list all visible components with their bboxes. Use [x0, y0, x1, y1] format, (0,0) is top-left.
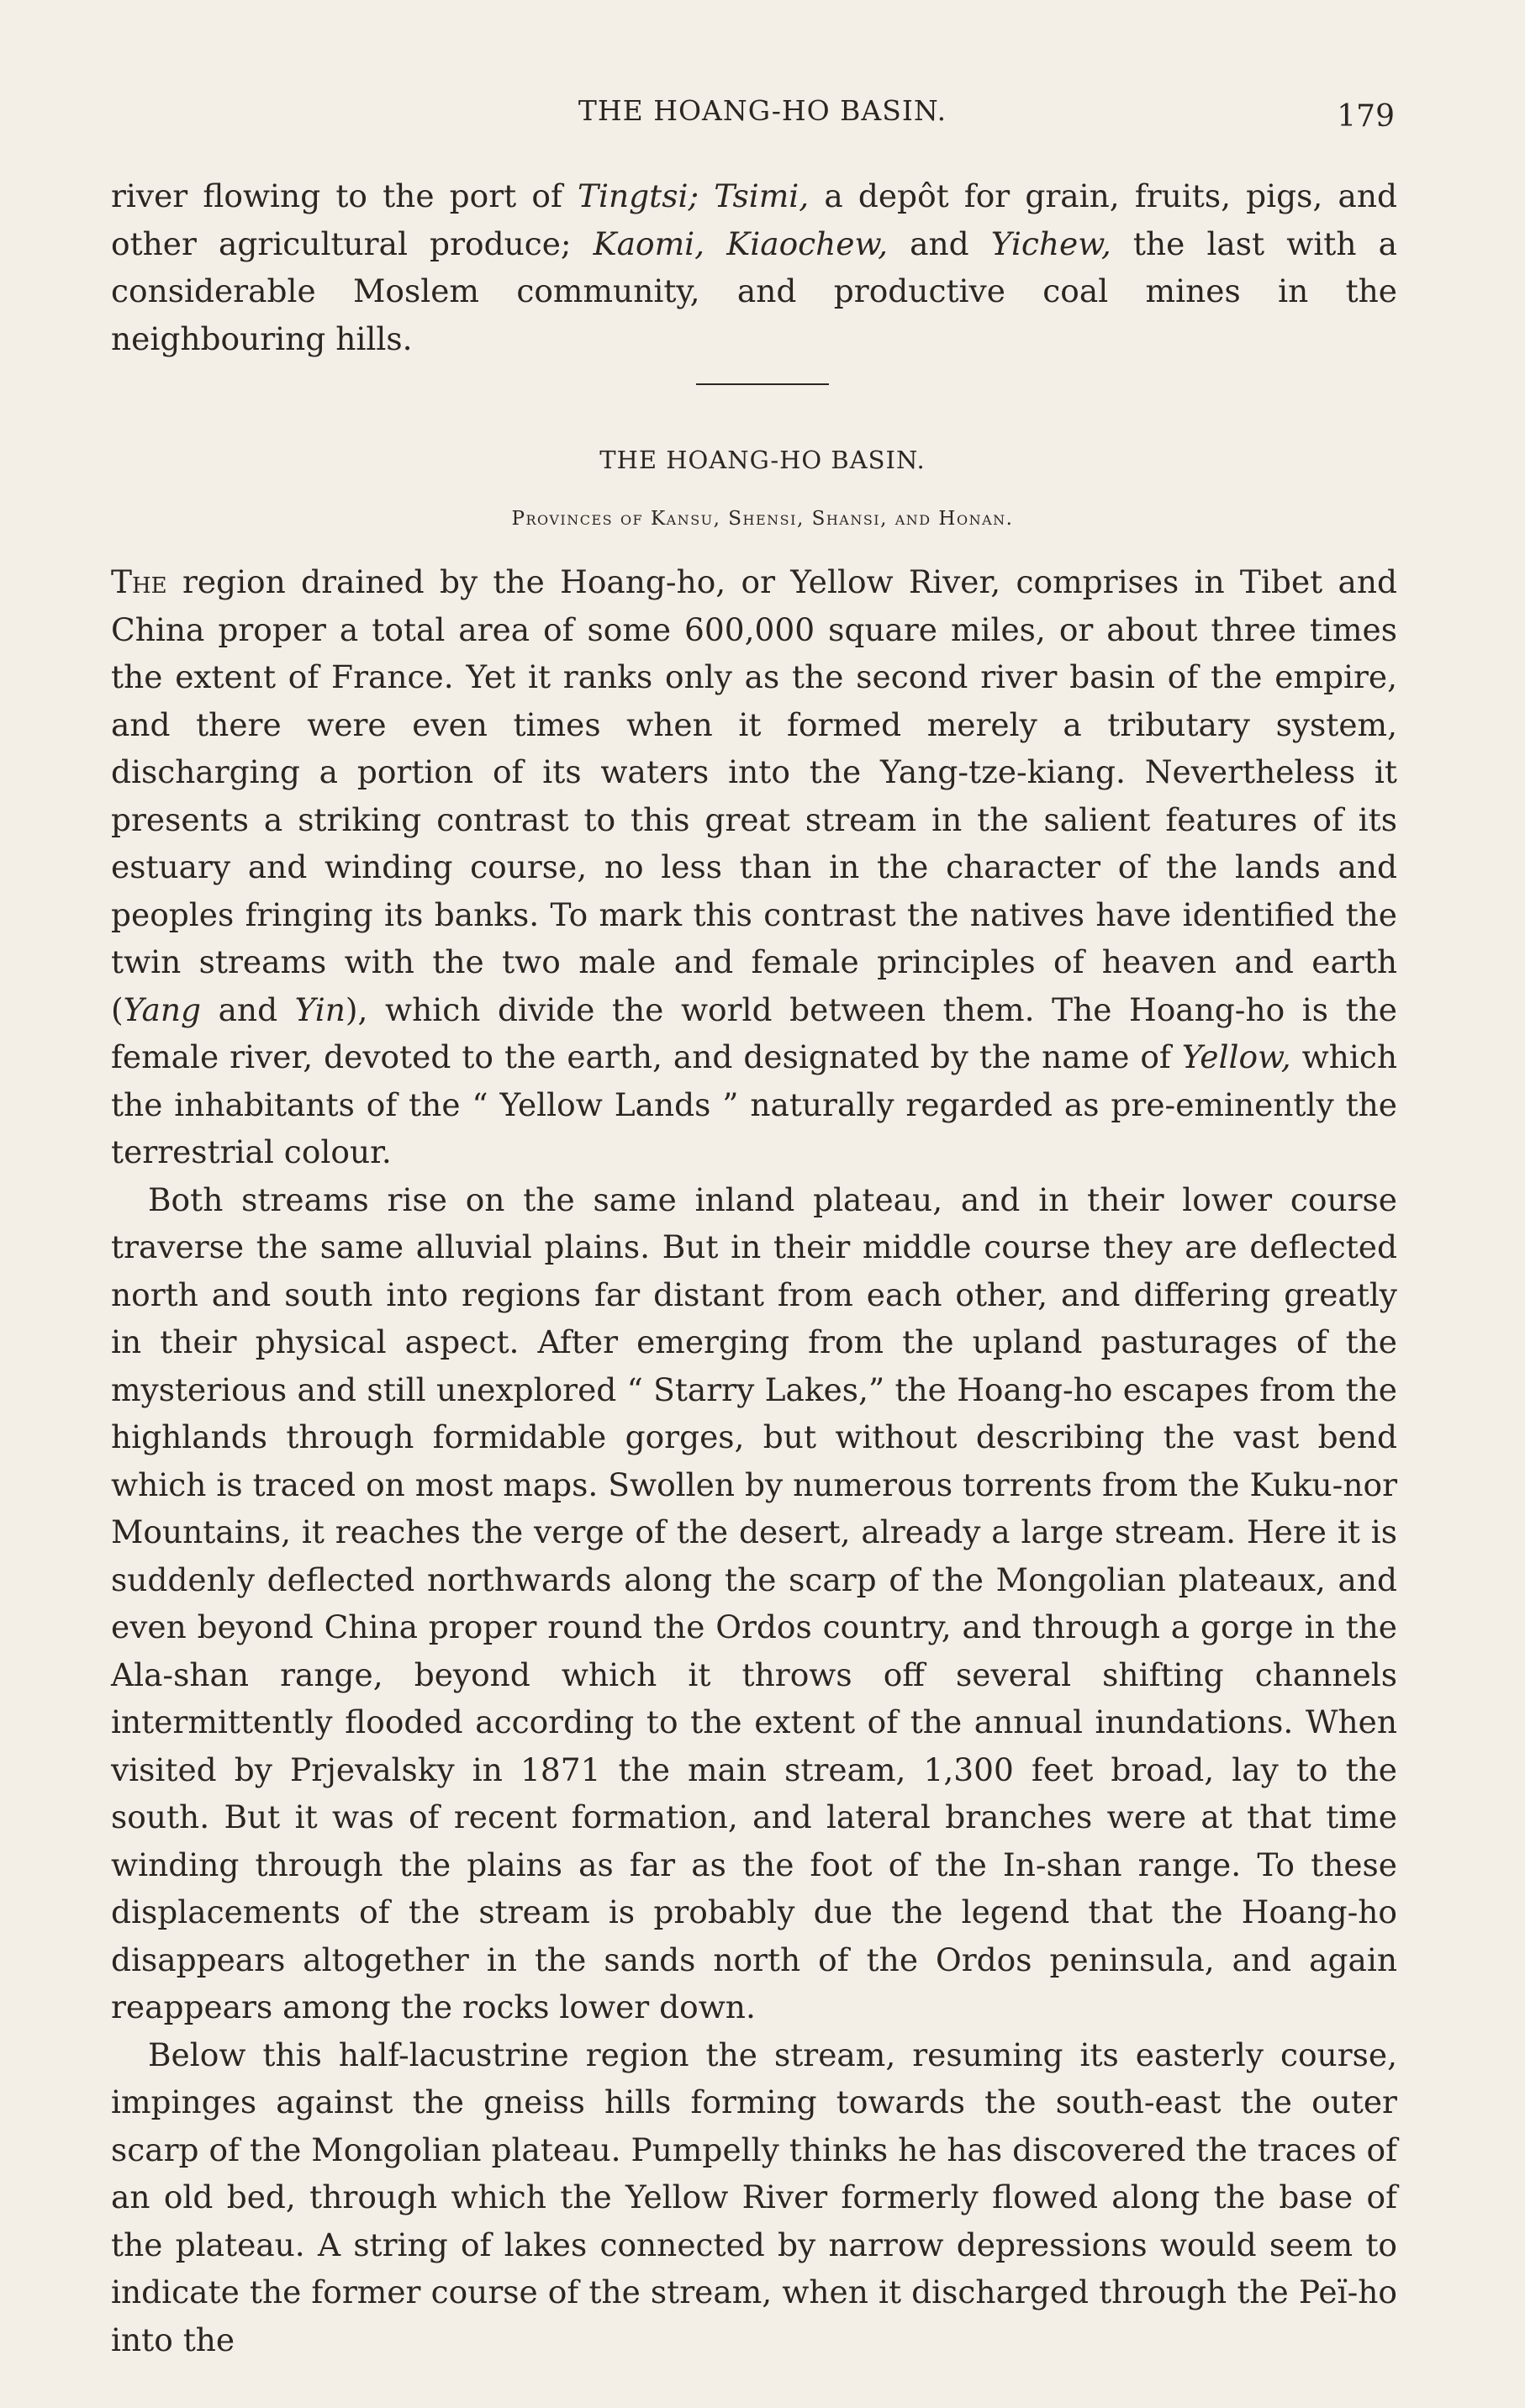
paragraph-1-text-1: region drained by the Hoang-ho, or Yellow River, comprises in Tibet and China proper a total area of some 600,000 square miles, or about three times the extent of France. Yet it ranks only as the second river basin of the empire, and there were even times when it formed merely a tributary system, discharging a portion of its waters into the Yang-tze-kiang. Nevertheless it presents a striking contrast to this great stream in the salient features of its estuary and winding course, no less than in the character of the lands and peoples fringing its banks. To mark this contrast the natives have identified the twin streams with the two male and female principles of heaven and earth ( [111, 563, 1397, 1028]
paragraph-1-italic-yellow: Yellow, [1181, 1038, 1291, 1075]
section-divider-rule [696, 383, 829, 385]
paragraph-1-text-4: which the inhabitants of the “ Yellow Lands ” naturally regarded as pre-eminently the terrestrial colour. [111, 1038, 1397, 1170]
continuation-text-2: a depôt for grain, fruits, pigs, and other agricultural produce; [111, 177, 1398, 262]
continuation-paragraph [111, 172, 1397, 362]
continuation-text-4: the last with a considerable Moslem community, and productive coal mines in the neighbouring hills. [111, 224, 1397, 357]
paragraph-1-italic-yin: Yin [294, 990, 346, 1028]
paragraph-3: Below this half-lacustrine region the stream, resuming its easterly course, impinges against the gneiss hills forming towards the south-east the outer scarp of the Mongolian plateau. Pumpelly thinks he has discovered the traces of an old bed, through which the Yellow River formerly flowed along the base of the plateau. A string of lakes connected by narrow depressions would seem to indicate the former course of the stream, when it discharged through the Peï-ho into the [111, 2036, 1397, 2358]
continuation-text-3: and [888, 224, 991, 262]
running-header [0, 94, 1525, 145]
section-title: THE HOANG-HO BASIN. [599, 446, 926, 474]
continuation-text-1: river flowing to the port of [111, 177, 578, 214]
continuation-italic-1: Tingtsi; Tsimi, [577, 177, 810, 214]
paragraph-1-text-3: ), which divide the world between them. The Hoang-ho is the female river, devoted to the earth, and designated by the name of [111, 990, 1397, 1075]
continuation-italic-3: Yichew, [990, 224, 1111, 262]
continuation-italic-2: Kaomi, Kiaochew, [593, 224, 889, 262]
page-number: 179 [1337, 99, 1395, 134]
paragraph-1-italic-yang: Yang [123, 990, 201, 1028]
running-title: THE HOANG-HO BASIN. [578, 94, 947, 127]
paragraph-2: Both streams rise on the same inland plateau, and in their lower course traverse the same alluvial plains. But in their middle course they are deflected north and south into regions far distant from each other, and differing greatly in their physical aspect. After emerging from the upland pasturages of the mysterious and still unexplored “ Starry Lakes,” the Hoang-ho escapes from the highlands through formidable gorges, but without describing the vast bend which is traced on most maps. Swollen by numerous torrents from the Kuku-nor Mountains, it reaches the verge of the desert, already a large stream. Here it is suddenly deflected northwards along the scarp of the Mongolian plateaux, and even beyond China proper round the Ordos country, and through a gorge in the Ala-shan range, beyond which it throws off several shifting channels intermittently flooded according to the extent of the annual inundations. When visited by Prjevalsky in 1871 the main stream, 1,300 feet broad, lay to the south. But it was of recent formation, and lateral branches were at that time winding through the plains as far as the foot of the In-shan range. To these displacements of the stream is probably due the legend that the Hoang-ho disappears altogether in the sands north of the Ordos peninsula, and again reappears among the rocks lower down. [111, 1180, 1397, 2025]
paragraph-1 [111, 558, 1397, 1176]
paragraph-1-lead: The [111, 563, 167, 600]
paragraph-1-text-2: and [201, 990, 295, 1028]
main-text [111, 558, 1397, 2363]
section-subtitle: Provinces of Kansu, Shensi, Shansi, and Honan. [511, 508, 1014, 530]
